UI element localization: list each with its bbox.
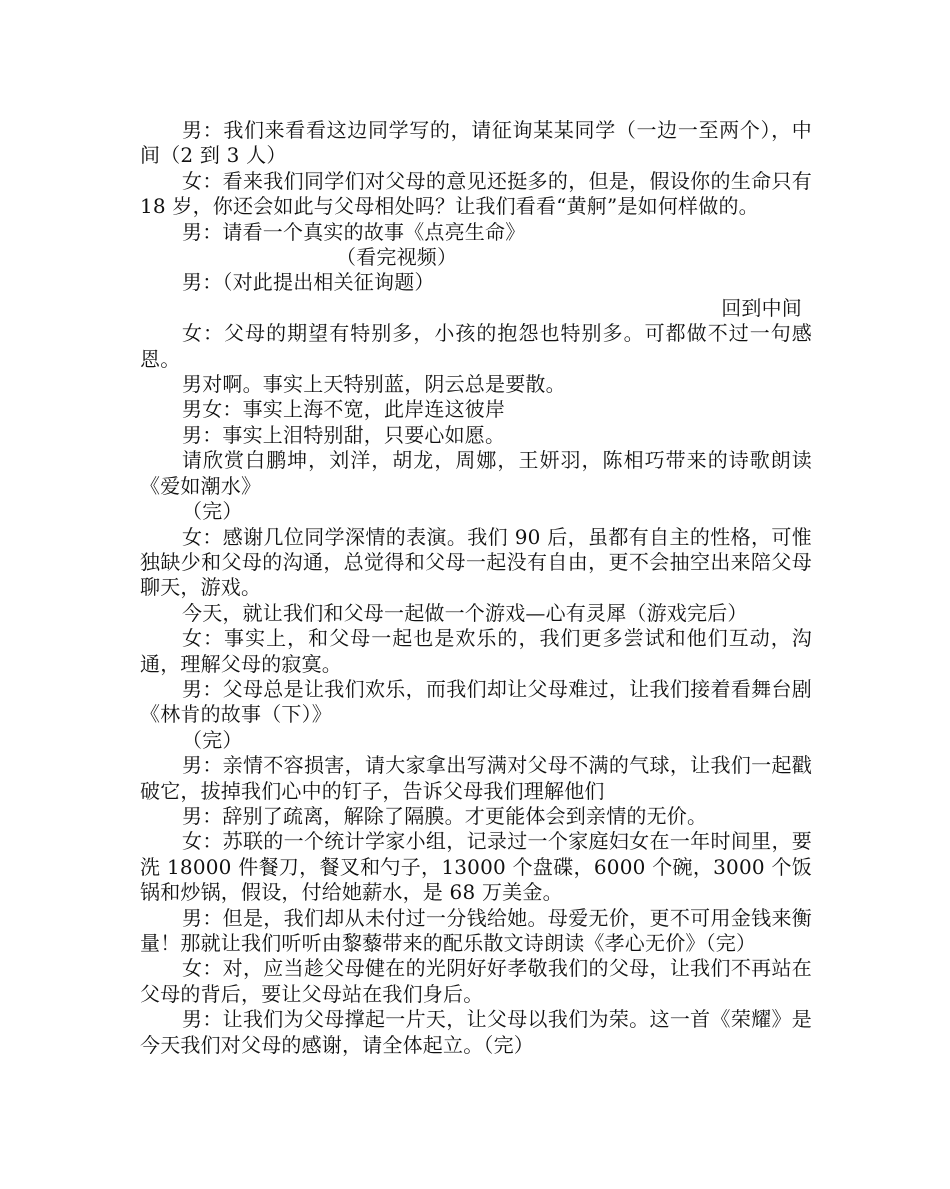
paragraph-line-15: 女：事实上，和父母一起也是欢乐的，我们更多尝试和他们互动，沟通，理解父母的寂寞。 xyxy=(140,626,812,676)
paragraph-line-11: 请欣赏白鹏坤，刘洋，胡龙，周娜，王妍羽，陈相巧带来的诗歌朗读《爱如潮水》 xyxy=(140,448,812,498)
paragraph-line-1: 男：我们来看看这边同学写的，请征询某某同学（一边一至两个），中间（2 到 3 人） xyxy=(140,118,812,168)
paragraph-line-2: 女：看来我们同学们对父母的意见还挺多的，但是，假设你的生命只有 18 岁，你还会如此与父母相处吗？让我们看看“黄舸”是如何样做的。 xyxy=(140,168,812,219)
stage-note-end-1: （完） xyxy=(182,499,243,524)
paragraph-line-16: 男：父母总是让我们欢乐，而我们却让父母难过，让我们接着看舞台剧《林肯的故事（下）》 xyxy=(140,676,812,727)
stage-note-end-2: （完） xyxy=(182,727,243,752)
paragraph-line-19: 男：辞别了疏离，解除了隔膜。才更能体会到亲情的无价。 xyxy=(182,803,708,828)
paragraph-line-22: 女：对，应当趁父母健在的光阴好好孝敬我们的父母，让我们不再站在父母的背后，要让父母站在我们身后。 xyxy=(140,956,812,1006)
paragraph-line-18: 男：亲情不容损害，请大家拿出写满对父母不满的气球，让我们一起戳破它，拔掉我们心中的钉子，告诉父母我们理解他们 xyxy=(140,753,812,803)
paragraph-line-21: 男：但是，我们却从未付过一分钱给她。母爱无价，更不可用金钱来衡量！那就让我们听听由黎藜带来的配乐散文诗朗读《孝心无价》（完） xyxy=(140,905,812,955)
paragraph-line-20: 女：苏联的一个统计学家小组，记录过一个家庭妇女在一年时间里，要洗 18000 件餐刀，餐叉和勺子，13000 个盘碟，6000 个碗，3000 个饭锅和炒锅，假设，付给她薪水，是 68 万美金。 xyxy=(140,829,812,905)
paragraph-line-7: 女：父母的期望有特别多，小孩的抱怨也特别多。可都做不过一句感恩。 xyxy=(140,321,812,371)
document-body xyxy=(140,118,812,1058)
paragraph-line-10: 男：事实上泪特别甜，只要心如愿。 xyxy=(182,422,506,447)
stage-note-watch-video: （看完视频） xyxy=(336,245,458,270)
paragraph-line-23: 男：让我们为父母撑起一片天，让父母以我们为荣。这一首《荣耀》是今天我们对父母的感谢，请全体起立。（完） xyxy=(140,1007,812,1057)
paragraph-line-9: 男女：事实上海不宽，此岸连这彼岸 xyxy=(182,397,506,422)
stage-note-return-center: 回到中间 xyxy=(721,295,802,320)
paragraph-line-8: 男对啊。事实上天特别蓝，阴云总是要散。 xyxy=(182,372,566,397)
paragraph-line-14: 今天，就让我们和父母一起做一个游戏—心有灵犀（游戏完后） xyxy=(182,600,748,625)
paragraph-line-3: 男：请看一个真实的故事《点亮生命》 xyxy=(182,219,526,244)
paragraph-line-5: 男：（对此提出相关征询题） xyxy=(182,270,435,295)
paragraph-line-13: 女：感谢几位同学深情的表演。我们 90 后，虽都有自主的性格，可惟独缺少和父母的沟通，总觉得和父母一起没有自由，更不会抽空出来陪父母聊天，游戏。 xyxy=(140,524,812,600)
